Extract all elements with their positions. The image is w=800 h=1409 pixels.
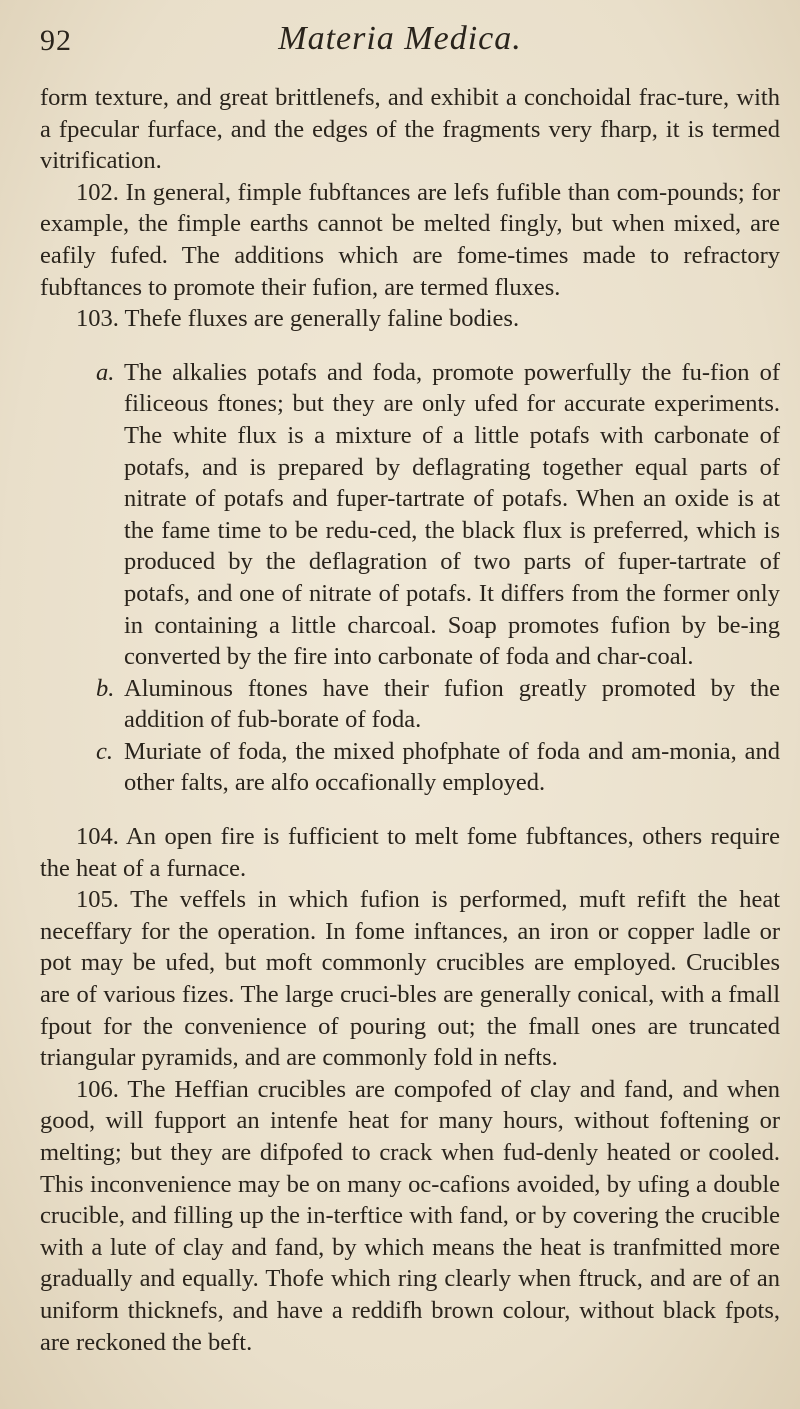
list-item-c-text: Muriate of foda, the mixed phofphate of foda and am-monia, and other falts, are alfo occafionally employed. [124,737,780,797]
body-text [40,82,780,1358]
list-item-c [96,736,780,799]
paragraph-102: 102. In general, fimple fubftances are lefs fufible than com-pounds; for example, the fimple earths cannot be melted fingly, but when mixed, are eafily fufed. The additions which are fome-times made to refractory fubftances to promote their fufion, are termed fluxes. [40,178,780,301]
paragraph-103: 103. Thefe fluxes are generally faline bodies. [76,305,520,333]
list-item-a [96,357,780,673]
list-item-b-text: Aluminous ftones have their fufion greatly promoted by the addition of fub-borate of foda. [124,674,780,734]
list-item-a-label: a. [96,358,115,386]
page-number: 92 [40,24,72,57]
paragraph-101-continued: form texture, and great brittlenefs, and exhibit a conchoidal frac-ture, with a fpecular furface, and the edges of the fragments very fharp, it is termed vitrification. [40,84,780,175]
list-item-b [96,673,780,736]
list-item-b-label: b. [96,674,115,702]
paragraph-105: 105. The veffels in which fufion is performed, muft refift the heat neceffary for the operation. In fome inftances, an iron or copper ladle or pot may be ufed, but moft commonly crucibles are employed. Crucibles are of various fizes. The large cruci-bles are generally conical, with a fmall fpout for the convenience of pouring out; the fmall ones are truncated triangular pyramids, and are commonly fold in nefts. [40,886,780,1072]
list-item-c-label: c. [96,737,113,765]
running-head: Materia Medica. [278,20,522,57]
paragraph-104: 104. An open fire is fufficient to melt fome fubftances, others require the heat of a furnace. [40,823,780,882]
list-item-a-text: The alkalies potafs and foda, promote powerfully the fu-fion of filiceous ftones; but they are only ufed for accurate experiments. The white flux is a mixture of a little potafs with carbonate of potafs, and is prepared by deflagrating together equal parts of nitrate of potafs and fuper-tartrate of potafs. When an oxide is at the fame time to be redu-ced, the black flux is preferred, which is produced by the deflagration of two parts of fuper-tartrate of potafs, and one of nitrate of potafs. It differs from the former only in containing a little charcoal. Soap promotes fufion by be-ing converted by the fire into carbonate of foda and char-coal. [124,358,780,671]
paragraph-106: 106. The Heffian crucibles are compofed of clay and fand, and when good, will fupport an intenfe heat for many hours, without foftening or melting; but they are difpofed to crack when fud-denly heated or cooled. This inconvenience may be on many oc-cafions avoided, by ufing a double crucible, and filling up the in-terftice with fand, or by covering the crucible with a lute of clay and fand, by which means the heat is tranfmitted more gradually and equally. Thofe which ring clearly when ftruck, and are of an uniform thicknefs, and have a reddifh brown colour, without black fpots, are reckoned the beft. [40,1075,780,1356]
page-header [0,20,800,70]
